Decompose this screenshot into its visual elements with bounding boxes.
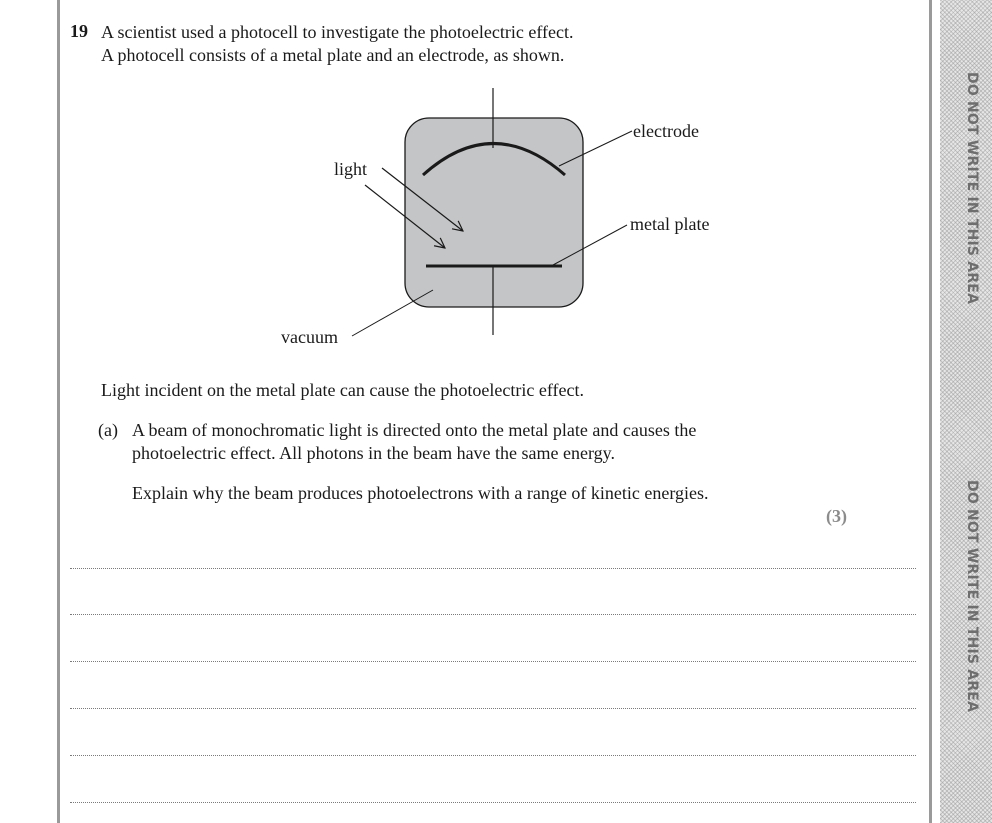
vacuum-leader <box>352 290 433 336</box>
answer-line-3[interactable] <box>70 661 916 662</box>
answer-line-6[interactable] <box>70 802 916 803</box>
label-light: light <box>334 159 368 179</box>
question-number: 19 <box>70 21 88 41</box>
label-electrode: electrode <box>633 121 699 141</box>
answer-line-1[interactable] <box>70 568 916 569</box>
label-metal-plate: metal plate <box>630 214 710 234</box>
photocell-tube <box>405 118 583 307</box>
label-vacuum: vacuum <box>281 327 338 347</box>
question-intro-line-2: A photocell consists of a metal plate and an electrode, as shown. <box>101 45 565 65</box>
part-a-line-2: photoelectric effect. All photons in the beam have the same energy. <box>132 443 616 463</box>
statement-text: Light incident on the metal plate can cause the photoelectric effect. <box>101 380 584 400</box>
answer-line-2[interactable] <box>70 614 916 615</box>
do-not-write-warning-top: DO NOT WRITE IN THIS AREA <box>964 72 980 305</box>
answer-line-5[interactable] <box>70 755 916 756</box>
do-not-write-warning-bottom: DO NOT WRITE IN THIS AREA <box>964 480 980 713</box>
part-a-line-1: A beam of monochromatic light is directed onto the metal plate and causes the <box>132 420 697 440</box>
question-intro-line-1: A scientist used a photocell to investigate the photoelectric effect. <box>101 22 574 42</box>
answer-line-4[interactable] <box>70 708 916 709</box>
part-a-instruction: Explain why the beam produces photoelectrons with a range of kinetic energies. <box>132 483 709 503</box>
marks-indicator: (3) <box>826 506 847 526</box>
part-a-label: (a) <box>98 420 118 440</box>
